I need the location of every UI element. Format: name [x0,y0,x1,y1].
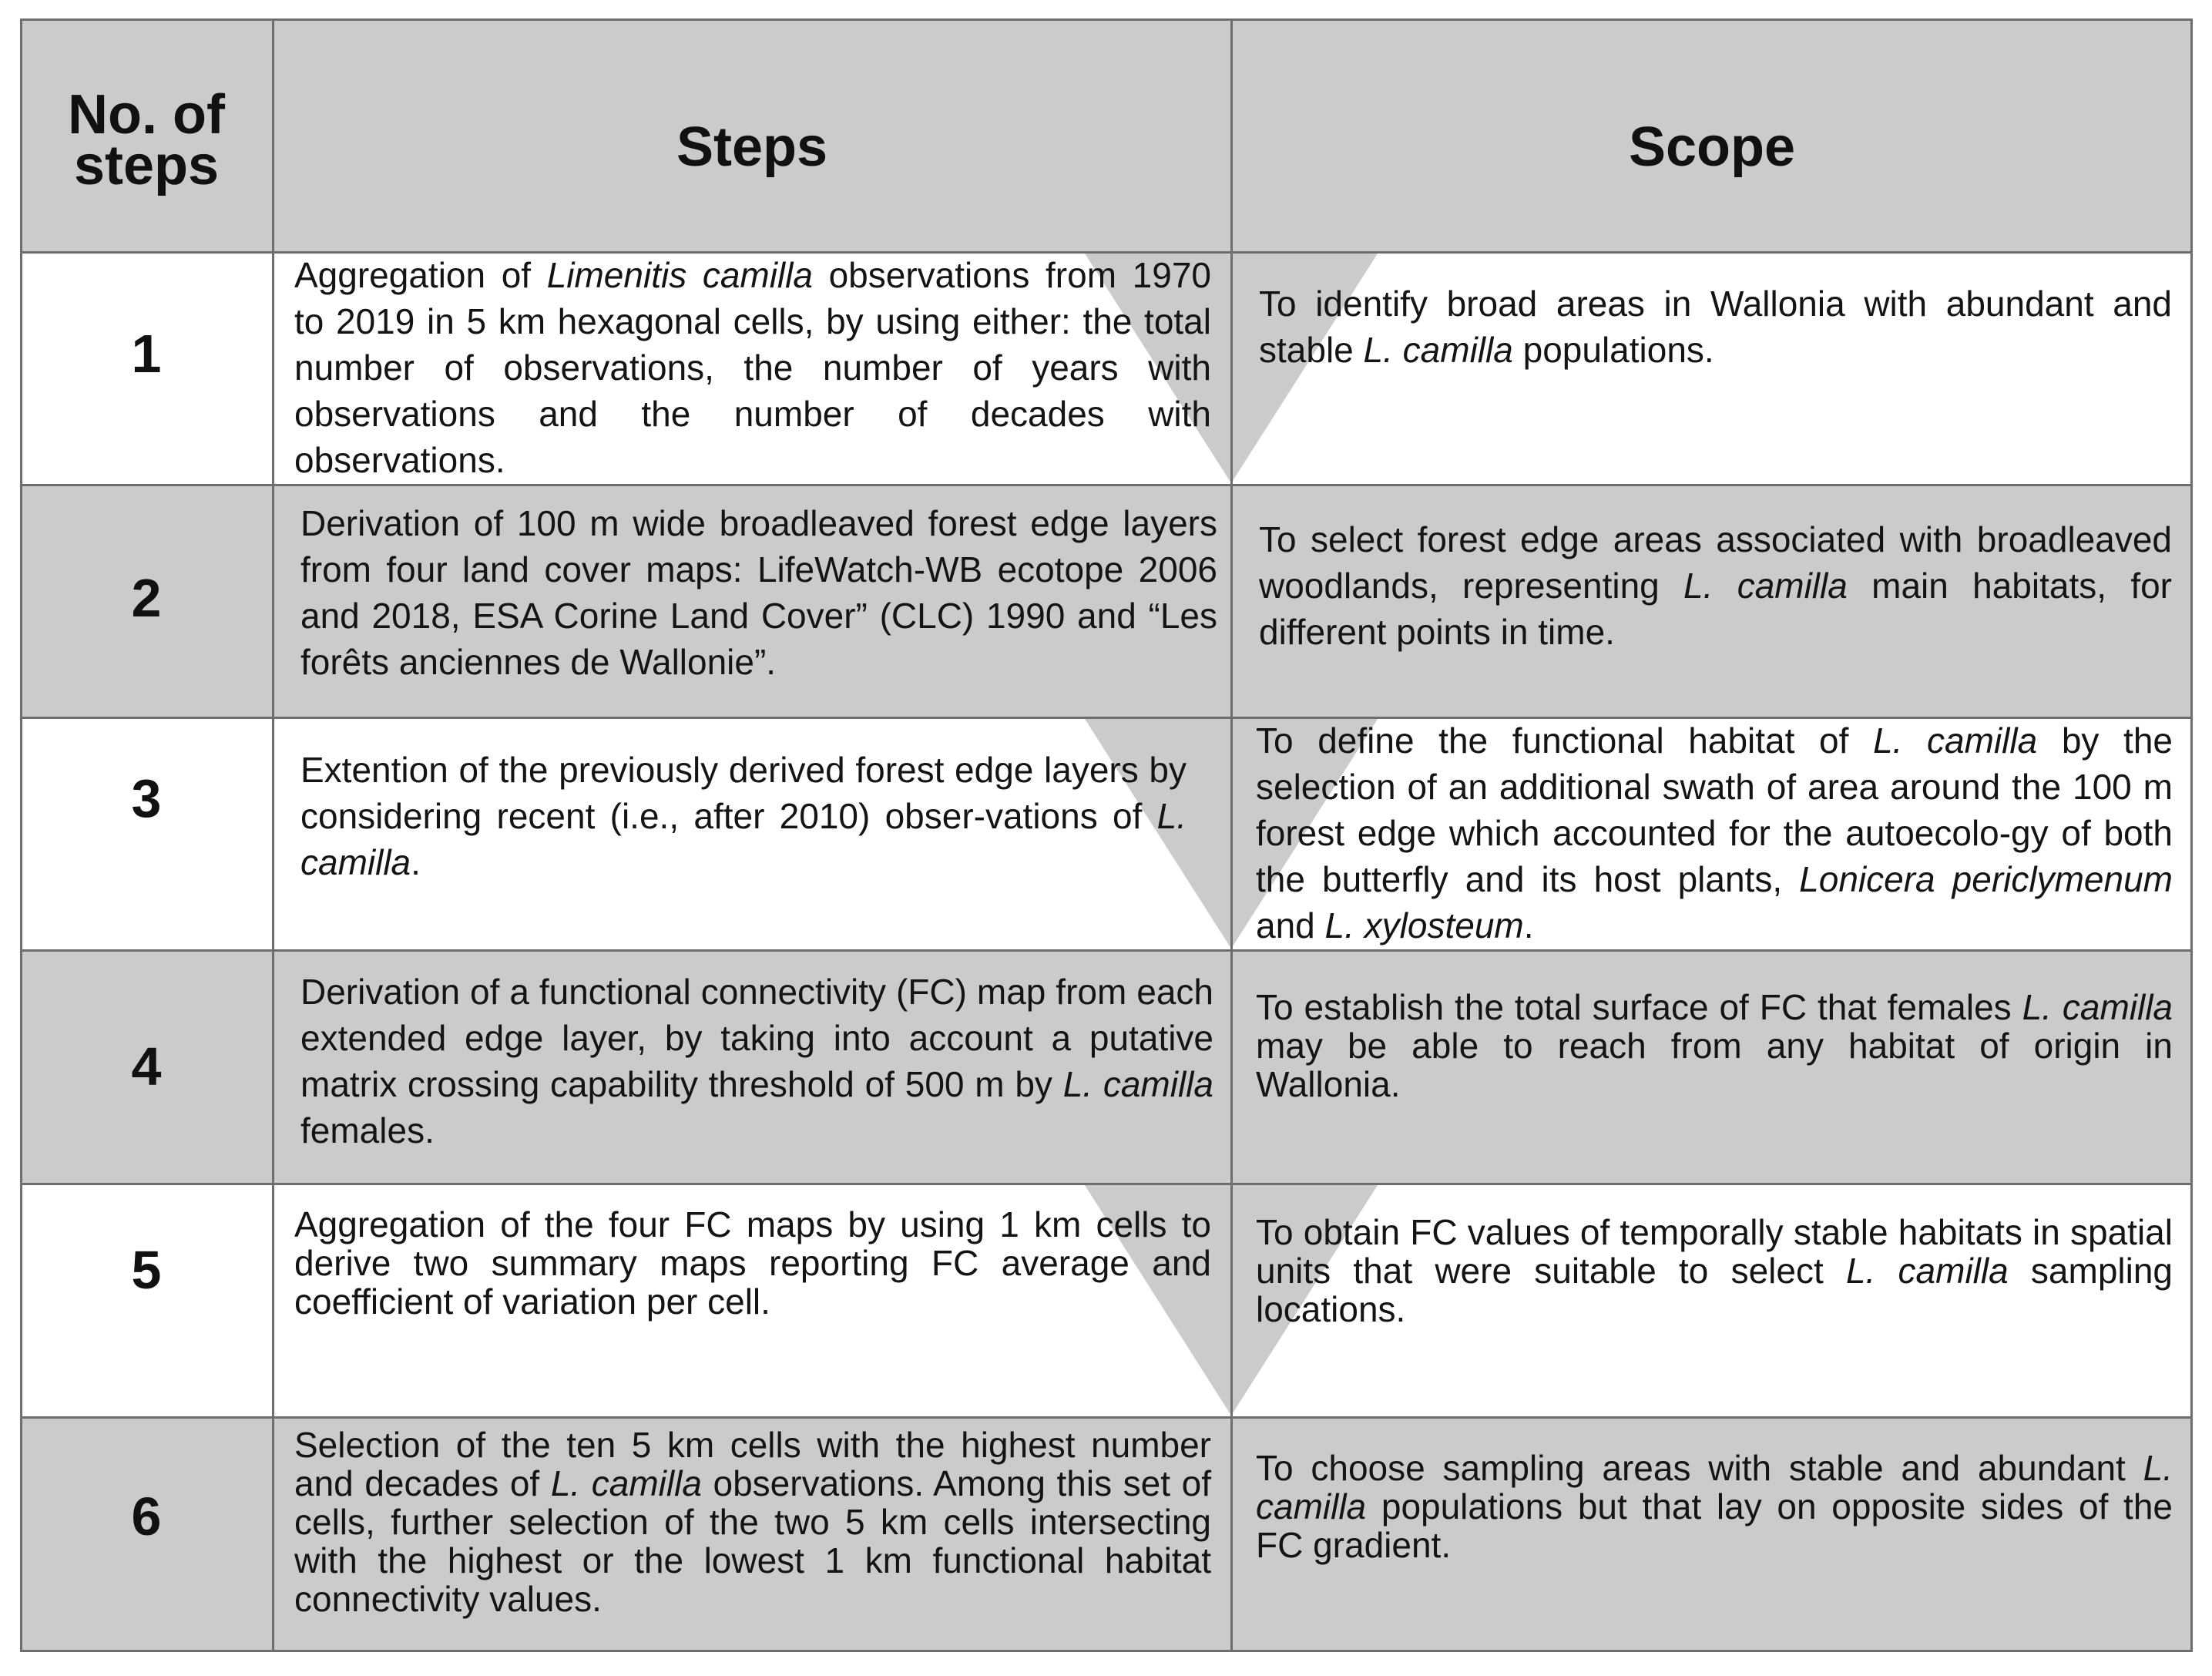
step-number: 2 [131,568,162,628]
step-scope: To choose sampling areas with stable and abundant L. camilla populations but that lay on opposite sides of the FC gradient. [1256,1448,2173,1565]
table-divider [20,1416,2193,1419]
table-border-top [20,18,2193,21]
step-description: Selection of the ten 5 km cells with the highest number and decades of L. camilla observations. Among this set of cells, further selection of the two 5 km cells intersecting with the highest or the lowest 1 km functional habitat connectivity values. [294,1425,1211,1619]
step-scope: To select forest edge areas associated with broadleaved woodlands, representing L. camilla main habitats, for different points in time. [1259,519,2173,652]
step-description: Derivation of a functional connectivity (FC) map from each extended edge layer, by taking into account a putative matrix crossing capability threshold of 500 m by L. camilla females. [300,972,1213,1150]
step-number: 1 [131,324,162,384]
table-divider [20,1183,2193,1185]
table-divider [20,949,2193,952]
step-description: Aggregation of the four FC maps by using 1 km cells to derive two summary maps reporting FC average and coefficient of variation per cell. [294,1204,1211,1322]
step-scope: To identify broad areas in Wallonia with abundant and stable L. camilla populations. [1259,284,2172,370]
header-scope-label: Scope [1628,116,1796,178]
table-divider [20,484,2193,486]
step-number: 6 [131,1486,162,1547]
step-number: 5 [131,1240,162,1300]
header-scope [1231,18,2193,252]
table-border-left [20,18,22,1652]
table-border-right [2190,18,2193,1652]
step-description: Aggregation of Limenitis camilla observations from 1970 to 2019 in 5 km hexagonal cells, by using either: the total number of observations, the number of years with observations and the number of decades with observations. [294,255,1211,480]
header-no-of-steps [20,18,273,252]
table-border-bottom [20,1650,2193,1652]
step-description: Derivation of 100 m wide broadleaved forest edge layers from four land cover maps: LifeWatch-WB ecotope 2006 and 2018, ESA Corine Land Cover” (CLC) 1990 and “Les forêts anciennes de Wallonie”. [300,503,1217,682]
header-no-of-steps-line2: steps [73,135,220,196]
header-steps-label: Steps [676,116,828,178]
step-scope: To establish the total surface of FC that females L. camilla may be able to reach from any habitat of origin in Wallonia. [1256,987,2173,1104]
header-no-of-steps-line1: No. of [68,84,225,146]
step-scope: To obtain FC values of temporally stable habitats in spatial units that were suitable to select L. camilla sampling locations. [1256,1212,2173,1329]
step-number: 3 [131,768,162,828]
header-steps [273,18,1231,252]
column-divider [272,18,274,1652]
step-description: Extention of the previously derived forest edge layers by considering recent (i.e., after 2010) obser-vations of L. camilla. [300,750,1187,882]
step-scope: To define the functional habitat of L. camilla by the selection of an additional swath of area around the 100 m forest edge which accounted for the autoecolo-gy of both the butterfly and its host plants, Lonicera periclymenum and L. xylosteum. [1256,720,2173,945]
column-divider [1230,18,1233,1652]
header-row [20,18,2193,252]
steps-table [20,18,2193,1652]
step-number: 4 [131,1036,162,1097]
